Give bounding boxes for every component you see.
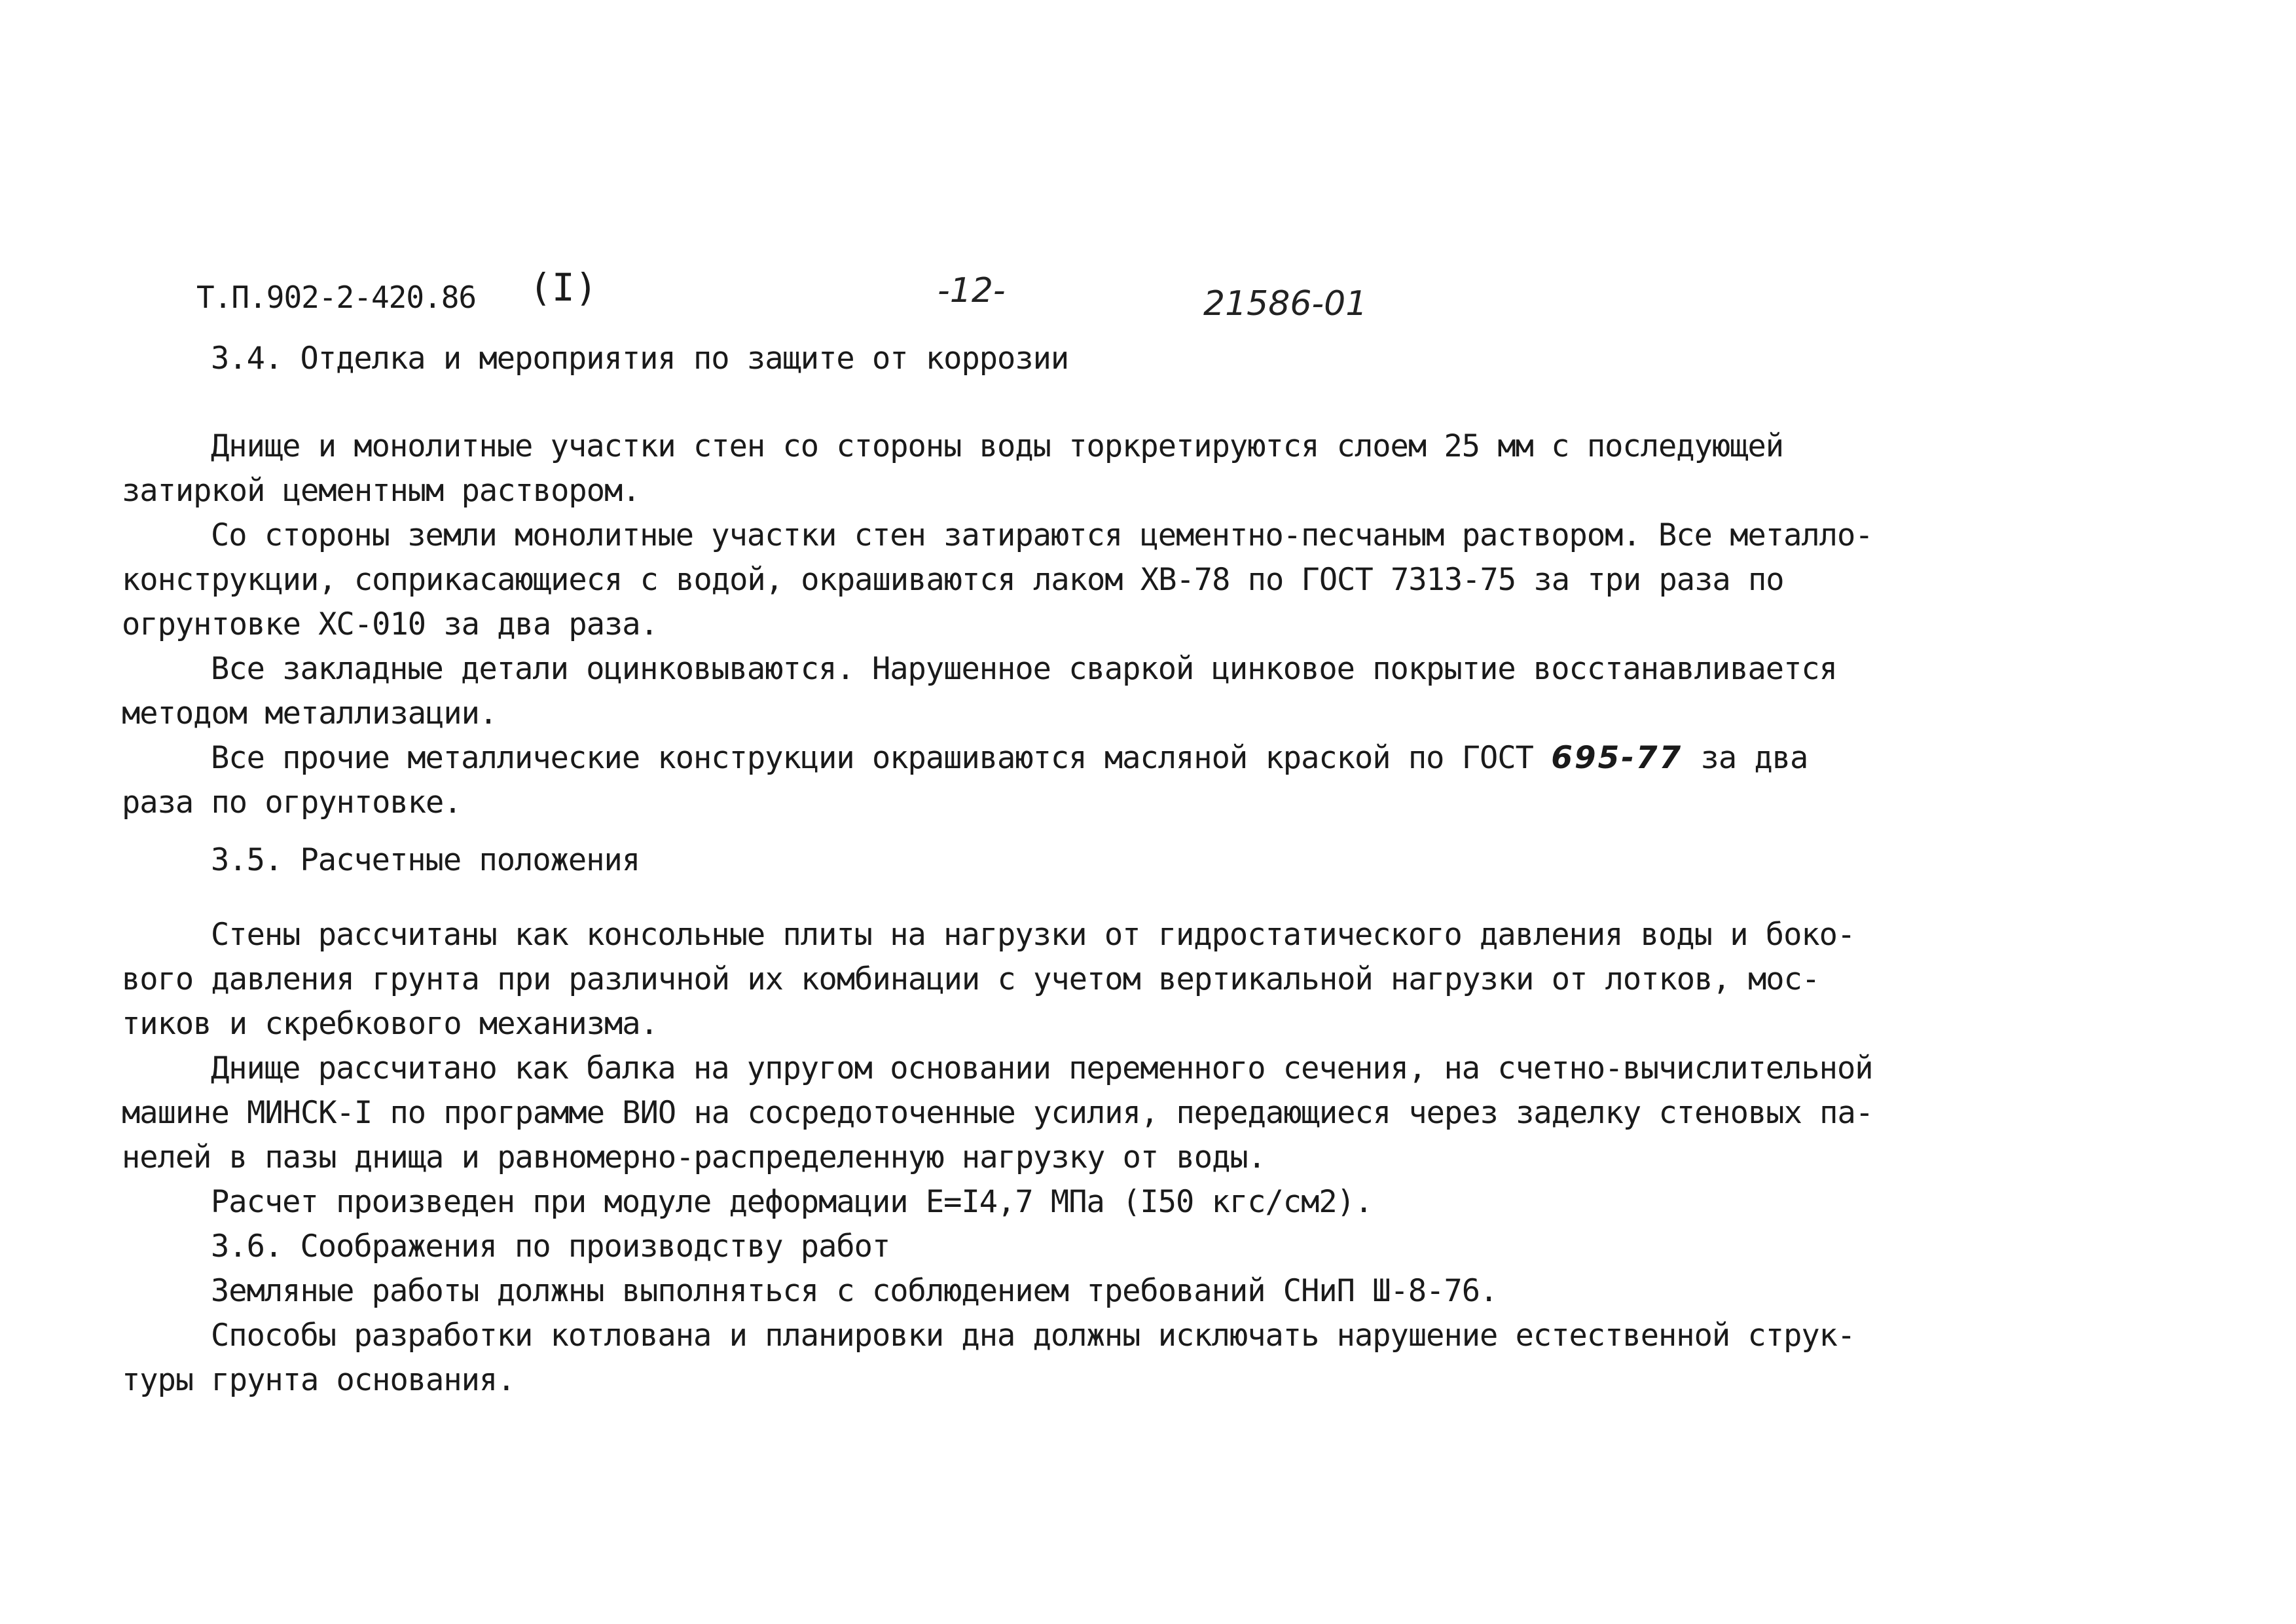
text-line: Расчет произведен при модуле деформации Е=I4,7 МПа (I50 кгс/см2).: [211, 1184, 1373, 1220]
text-line: нелей в пазы днища и равномерно-распределенную нагрузку от воды.: [122, 1139, 1266, 1175]
section-3-4-heading: 3.4. Отделка и мероприятия по защите от коррозии: [211, 341, 1069, 377]
text-line: вого давления грунта при различной их комбинации с учетом вертикальной нагрузки от лотков, мос-: [122, 961, 1820, 997]
text-line: раза по огрунтовке.: [122, 784, 462, 821]
text-line: машине МИНСК-I по программе ВИО на сосредоточенные усилия, передающиеся через заделку стеновых па-: [122, 1095, 1874, 1131]
text-line: Днище и монолитные участки стен со стороны воды торкретируются слоем 25 мм с последующей: [211, 428, 1784, 464]
text-line: тиков и скребкового механизма.: [122, 1006, 658, 1042]
text-line: огрунтовке ХС-010 за два раза.: [122, 606, 658, 642]
handwritten-gost-number: 695-77: [1551, 740, 1683, 776]
section-3-5-heading: 3.5. Расчетные положения: [211, 842, 640, 878]
edition-mark: (I): [529, 265, 598, 310]
text-line: Все закладные детали оцинковываются. Нарушенное сваркой цинковое покрытие восстанавливается: [211, 651, 1837, 687]
text-line: [211, 739, 1808, 778]
text-line: Днище рассчитано как балка на упругом основании переменного сечения, на счетно-вычислительной: [211, 1050, 1873, 1086]
stamp-number: 21586-01: [1203, 284, 1368, 323]
text-run: за два: [1683, 740, 1808, 776]
page-number: -12-: [938, 271, 1006, 310]
text-line: конструкции, соприкасающиеся с водой, окрашиваются лаком ХВ-78 по ГОСТ 7313-75 за три раза по: [122, 562, 1784, 598]
text-line: Со стороны земли монолитные участки стен затираются цементно-песчаным раствором. Все металло-: [211, 517, 1873, 553]
text-line: туры грунта основания.: [122, 1362, 515, 1398]
text-line: Стены рассчитаны как консольные плиты на нагрузки от гидростатического давления воды и боко-: [211, 917, 1855, 953]
document-code: Т.П.902-2-420.86: [196, 280, 477, 315]
section-3-6-heading: 3.6. Соображения по производству работ: [211, 1228, 890, 1264]
text-line: затиркой цементным раствором.: [122, 473, 640, 509]
text-line: Земляные работы должны выполняться с соблюдением требований СНиП Ш-8-76.: [211, 1273, 1498, 1309]
text-run: Все прочие металлические конструкции окрашиваются масляной краской по ГОСТ: [211, 740, 1552, 776]
text-line: методом металлизации.: [122, 695, 498, 731]
text-line: Способы разработки котлована и планировки дна должны исключать нарушение естественной струк-: [211, 1318, 1855, 1354]
